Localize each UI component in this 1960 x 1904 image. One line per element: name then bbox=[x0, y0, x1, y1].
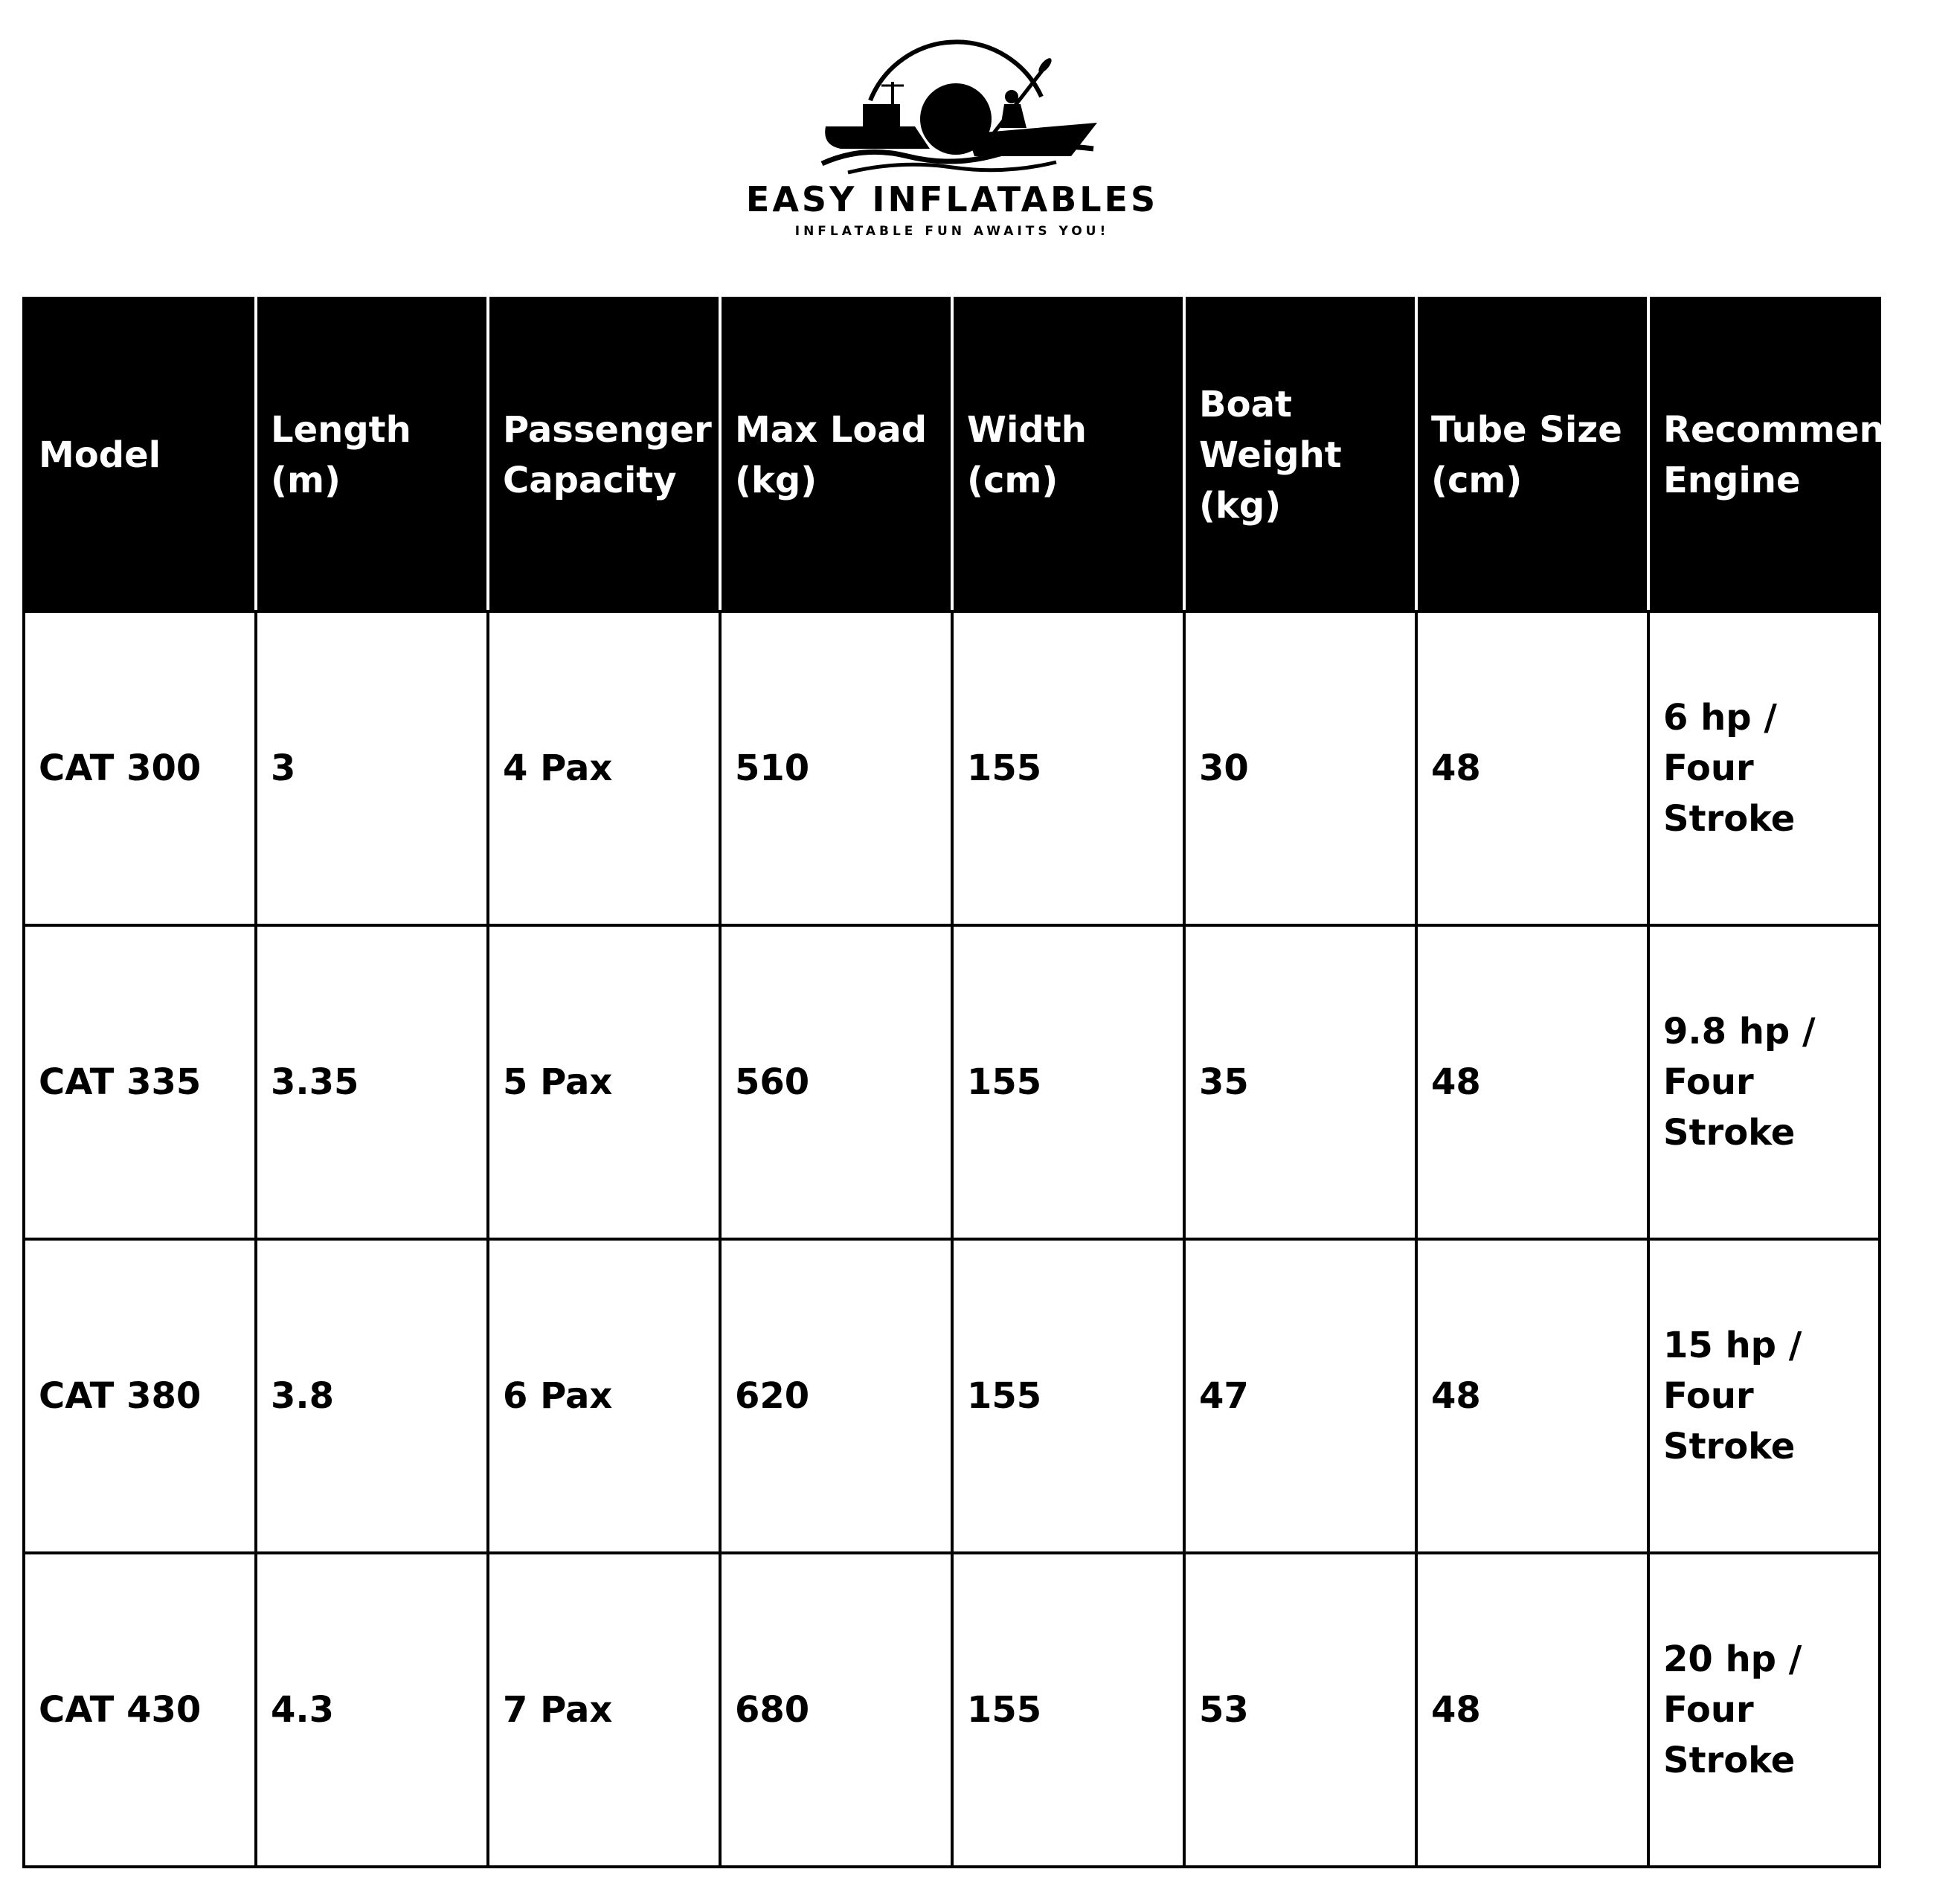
cell-recommended-engine: 20 hp / Four Stroke bbox=[1648, 1553, 1880, 1867]
header-max-load: Max Load (kg) bbox=[720, 298, 952, 611]
boat-kayak-sunset-logo-icon bbox=[818, 45, 1101, 175]
cell-model: CAT 430 bbox=[24, 1553, 256, 1867]
cell-length: 3.35 bbox=[256, 925, 488, 1239]
cell-length: 3 bbox=[256, 611, 488, 925]
table-header-row bbox=[24, 298, 1880, 611]
header-recommended-engine: Recommended Engine bbox=[1648, 298, 1880, 611]
header-passenger-capacity: Passenger Capacity bbox=[488, 298, 720, 611]
brand-name: EASY INFLATABLES bbox=[745, 179, 1159, 219]
cell-width: 155 bbox=[952, 1553, 1184, 1867]
cell-model: CAT 380 bbox=[24, 1239, 256, 1553]
cell-passenger-capacity: 7 Pax bbox=[488, 1553, 720, 1867]
cell-max-load: 510 bbox=[720, 611, 952, 925]
cell-boat-weight: 30 bbox=[1184, 611, 1416, 925]
cell-tube-size: 48 bbox=[1416, 611, 1648, 925]
cell-max-load: 680 bbox=[720, 1553, 952, 1867]
table-row bbox=[24, 1239, 1880, 1553]
table-row bbox=[24, 611, 1880, 925]
cell-length: 3.8 bbox=[256, 1239, 488, 1553]
brand-logo bbox=[744, 45, 1160, 238]
cell-length: 4.3 bbox=[256, 1553, 488, 1867]
cell-max-load: 620 bbox=[720, 1239, 952, 1553]
header-width: Width (cm) bbox=[952, 298, 1184, 611]
cell-width: 155 bbox=[952, 611, 1184, 925]
cell-boat-weight: 35 bbox=[1184, 925, 1416, 1239]
cell-width: 155 bbox=[952, 1239, 1184, 1553]
cell-recommended-engine: 15 hp / Four Stroke bbox=[1648, 1239, 1880, 1553]
cell-width: 155 bbox=[952, 925, 1184, 1239]
cell-passenger-capacity: 5 Pax bbox=[488, 925, 720, 1239]
table-row bbox=[24, 1553, 1880, 1867]
cell-boat-weight: 47 bbox=[1184, 1239, 1416, 1553]
cell-max-load: 560 bbox=[720, 925, 952, 1239]
cell-recommended-engine: 9.8 hp / Four Stroke bbox=[1648, 925, 1880, 1239]
cell-passenger-capacity: 4 Pax bbox=[488, 611, 720, 925]
header-length: Length (m) bbox=[256, 298, 488, 611]
header-boat-weight: Boat Weight (kg) bbox=[1184, 298, 1416, 611]
table-row bbox=[24, 925, 1880, 1239]
header-model: Model bbox=[24, 298, 256, 611]
cell-passenger-capacity: 6 Pax bbox=[488, 1239, 720, 1553]
cell-recommended-engine: 6 hp / Four Stroke bbox=[1648, 611, 1880, 925]
cell-tube-size: 48 bbox=[1416, 925, 1648, 1239]
cell-tube-size: 48 bbox=[1416, 1239, 1648, 1553]
cell-tube-size: 48 bbox=[1416, 1553, 1648, 1867]
specifications-table bbox=[22, 297, 1960, 1868]
cell-model: CAT 300 bbox=[24, 611, 256, 925]
cell-model: CAT 335 bbox=[24, 925, 256, 1239]
header-tube-size: Tube Size (cm) bbox=[1416, 298, 1648, 611]
brand-tagline: INFLATABLE FUN AWAITS YOU! bbox=[794, 224, 1110, 239]
cell-boat-weight: 53 bbox=[1184, 1553, 1416, 1867]
